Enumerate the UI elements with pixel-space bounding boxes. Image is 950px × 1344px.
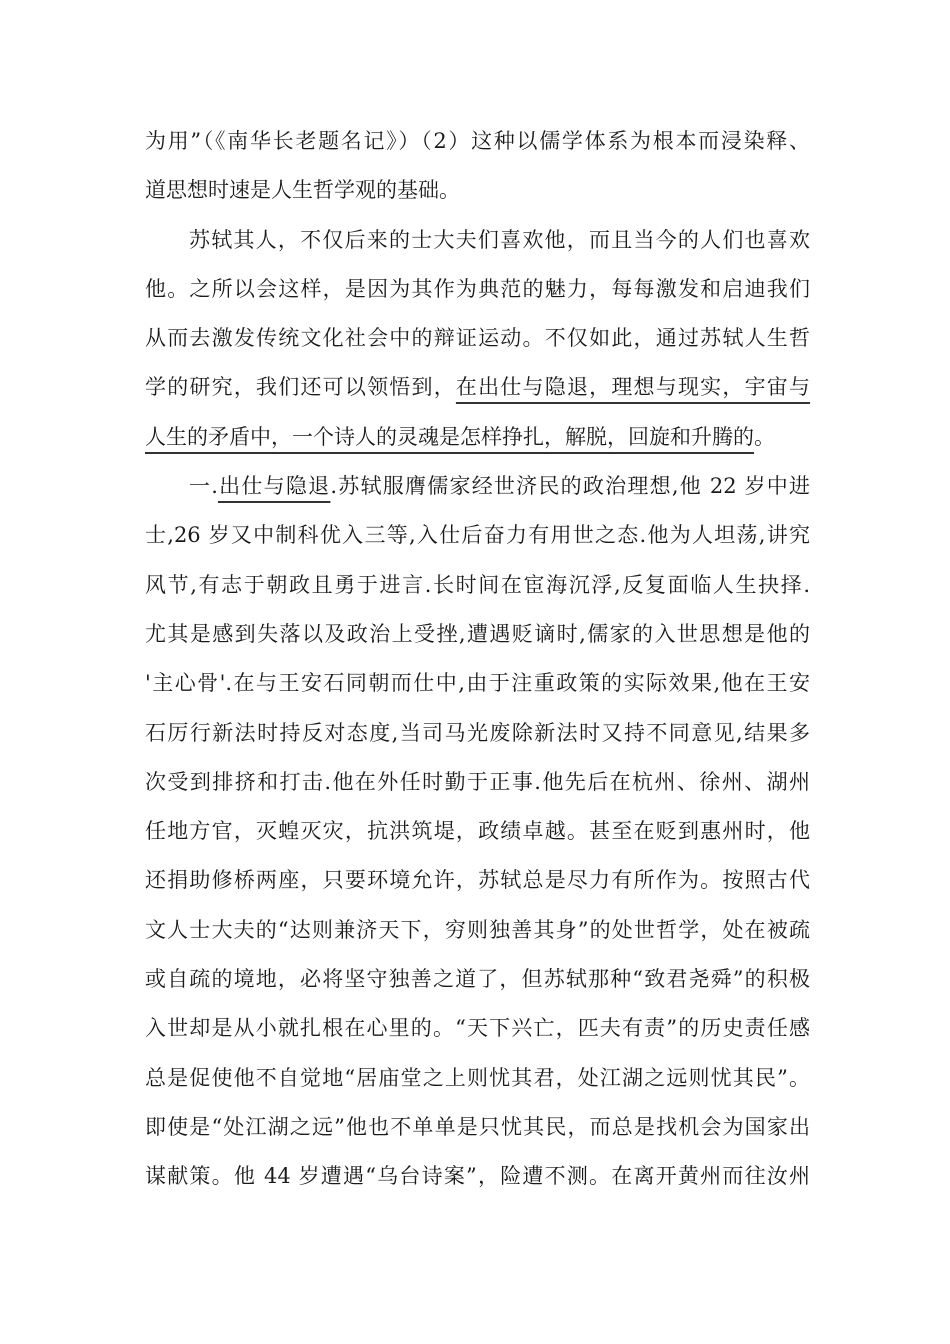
underlined-phrase: 人生的矛盾中，一个诗人的灵魂是怎样挣扎，解脱，回旋和升腾的	[145, 424, 754, 449]
text-line: 入世却是从小就扎根在心里的。“天下兴亡，匹夫有责”的历史责任感	[145, 1016, 810, 1041]
text-segment: 。	[754, 424, 775, 449]
text-line: 从而去激发传统文化社会中的辩证运动。不仅如此，通过苏轼人生哲	[145, 326, 810, 351]
text-line: 士,26 岁又中制科优入三等,入仕后奋力有用世之态.他为人坦荡,讲究	[145, 523, 810, 548]
text-line: 任地方官，灭蝗灭灾，抗洪筑堤，政绩卓越。甚至在贬到惠州时，他	[145, 819, 810, 844]
text-line: 他。之所以会这样，是因为其作为典范的魅力，每每激发和启迪我们	[145, 276, 810, 301]
text-line: 或自疏的境地，必将坚守独善之道了，但苏轼那种“致君尧舜”的积极	[145, 967, 810, 992]
text-line: 道思想时速是人生哲学观的基础。	[145, 178, 460, 203]
text-line: 苏轼其人，不仅后来的士大夫们喜欢他，而且当今的人们也喜欢	[189, 227, 810, 252]
text-line	[145, 363, 810, 412]
section-heading: 出仕与隐退	[217, 474, 331, 499]
text-line: 尤其是感到失落以及政治上受挫,遭遇贬谪时,儒家的入世思想是他的	[145, 621, 810, 646]
text-line: 即使是“处江湖之远”他也不单单是只忧其民，而总是找机会为国家出	[145, 1114, 810, 1139]
text-line	[145, 413, 810, 462]
text-line	[145, 462, 810, 511]
underlined-phrase: 在出仕与隐退，理想与现实，宇宙与	[455, 375, 811, 400]
body-text	[145, 117, 810, 1202]
text-line: 总是促使他不自觉地“居庙堂之上则忧其君，处江湖之远则忧其民”。	[145, 1065, 810, 1090]
text-segment: .苏轼服膺儒家经世济民的政治理想,他 22 岁中进	[330, 474, 811, 499]
text-segment: 学的研究，我们还可以领悟到，	[145, 375, 456, 400]
text-line: 为用”（《南华长老题名记》）（2）这种以儒学体系为根本而浸染释、	[145, 129, 810, 153]
text-line: 文人士大夫的“达则兼济天下，穷则独善其身”的处世哲学，处在被疏	[145, 917, 810, 942]
text-line: 次受到排挤和打击.他在外任时勤于正事.他先后在杭州、徐州、湖州	[145, 769, 810, 794]
text-line: '主心骨'.在与王安石同朝而仕中,由于注重政策的实际效果,他在王安	[145, 671, 810, 696]
text-line: 风节,有志于朝政且勇于进言.长时间在宦海沉浮,反复面临人生抉择.	[145, 572, 810, 597]
text-line: 还捐助修桥两座，只要环境允许，苏轼总是尽力有所作为。按照古代	[145, 868, 810, 893]
section-number: 一.	[189, 474, 218, 499]
text-line: 石厉行新法时持反对态度,当司马光废除新法时又持不同意见,结果多	[145, 720, 810, 745]
text-line: 谋献策。他 44 岁遭遇“乌台诗案”，险遭不测。在离开黄州而往汝州	[145, 1164, 810, 1189]
